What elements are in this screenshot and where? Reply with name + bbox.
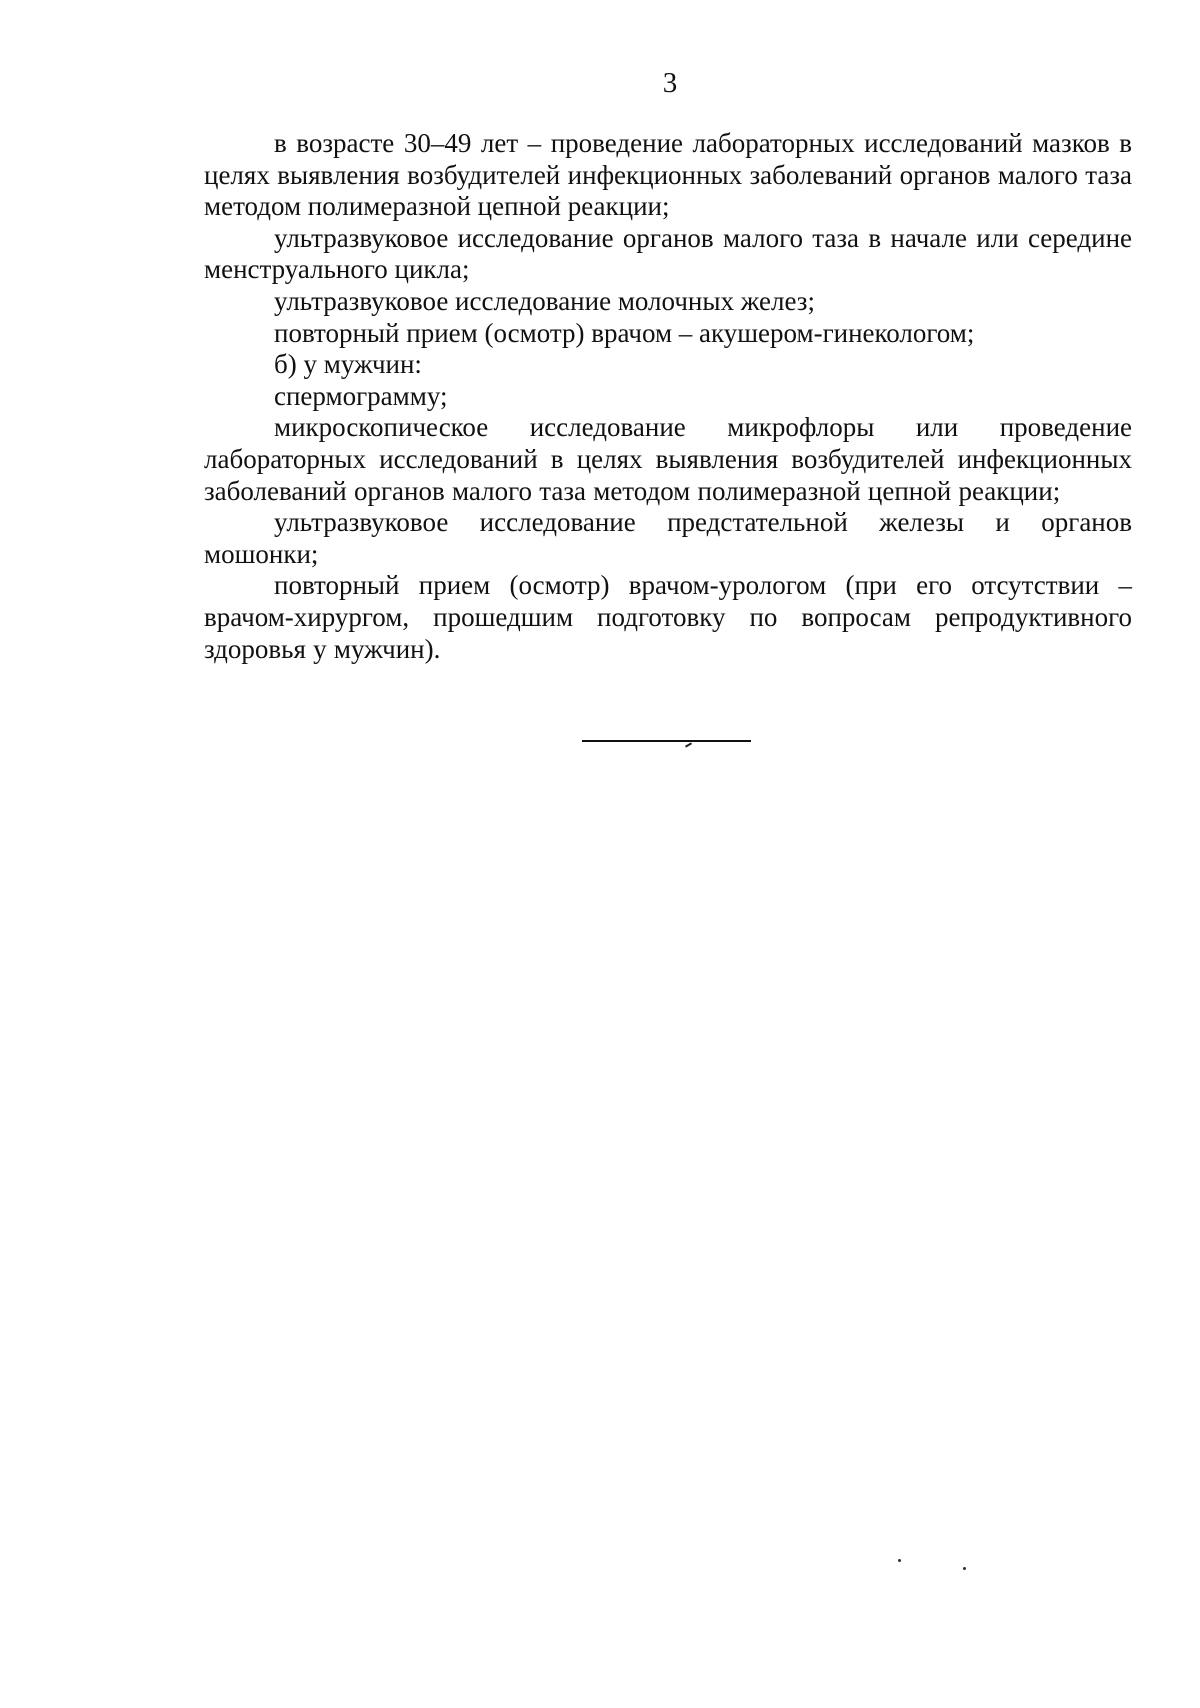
end-of-text-rule (582, 740, 751, 742)
document-body (204, 128, 1132, 665)
paragraph-women-smear-tests: в возрасте 30–49 лет – проведение лабораторных исследований мазков в целях выявления возбудителей инфекционных заболеваний органов малого таза методом полимеразной цепной реакции; (204, 128, 1132, 222)
paragraph-microflora-tests: микроскопическое исследование микрофлоры или проведение лабораторных исследований в целях выявления возбудителей инфекционных заболеваний органов малого таза методом полимеразной цепной реакции; (204, 412, 1132, 506)
paragraph-pelvic-ultrasound: ультразвуковое исследование органов малого таза в начале или середине менструального цикла; (204, 222, 1132, 285)
scan-speck (898, 1559, 901, 1562)
scan-speck (963, 1567, 966, 1570)
paragraph-breast-ultrasound: ультразвуковое исследование молочных желез; (274, 285, 815, 316)
paragraph-gynecologist-visit: повторный прием (осмотр) врачом – акушером-гинекологом; (274, 317, 975, 348)
paragraph-urologist-visit: повторный прием (осмотр) врачом-урологом (при его отсутствии – врачом-хирургом, прошедшим подготовку по вопросам репродуктивного здоровья у мужчин). (204, 570, 1132, 664)
end-rule-mark (685, 742, 692, 747)
paragraph-spermogram: спермограмму; (274, 380, 448, 411)
paragraph-prostate-ultrasound: ультразвуковое исследование предстательной железы и органов мошонки; (204, 507, 1132, 569)
page-number: 3 (662, 67, 678, 99)
paragraph-men-heading: б) у мужчин: (274, 349, 422, 380)
